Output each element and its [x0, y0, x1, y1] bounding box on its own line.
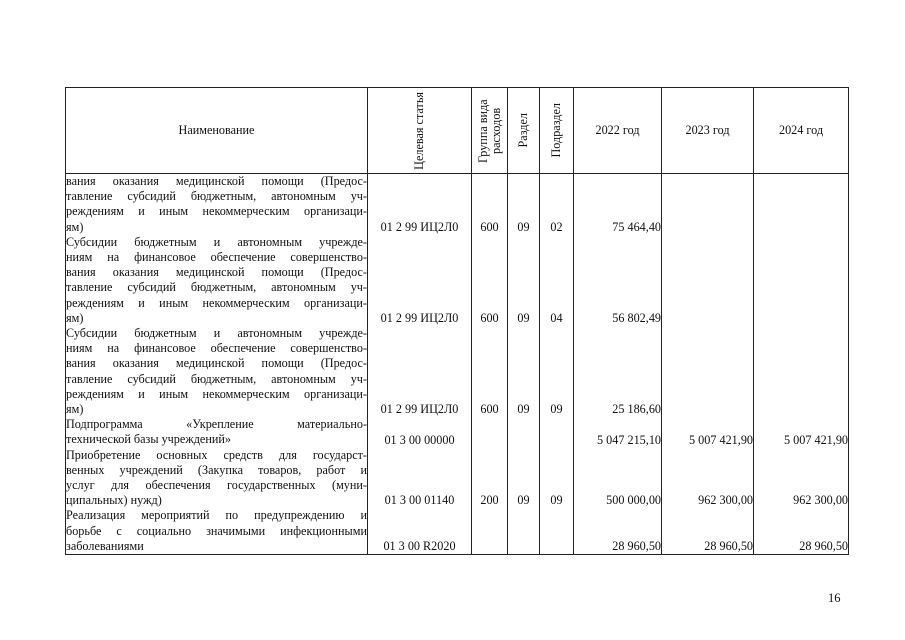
- row-subsection: [540, 508, 574, 554]
- row-amount-2023: 5 007 421,90: [662, 417, 754, 447]
- row-name-line: вания оказания медицинской помощи (Предос-: [66, 174, 367, 188]
- row-subsection: 04: [540, 235, 574, 326]
- page-number: 16: [828, 591, 841, 605]
- row-amount-2024: 28 960,50: [754, 508, 849, 554]
- row-amount-2022: 5 047 215,10: [574, 417, 662, 447]
- row-amount-2024: 5 007 421,90: [754, 417, 849, 447]
- row-name-line: вания оказания медицинской помощи (Предос-: [66, 265, 367, 280]
- row-amount-2024: [754, 326, 849, 417]
- budget-table: [65, 87, 849, 555]
- row-name-line: вания оказания медицинской помощи (Предос-: [66, 356, 367, 371]
- row-name: [66, 326, 368, 417]
- row-name: [66, 235, 368, 326]
- row-subsection: 09: [540, 448, 574, 509]
- row-name-line: тавление субсидий бюджетным, автономным уч-: [66, 371, 367, 386]
- row-section: [508, 508, 540, 554]
- row-amount-2023: [662, 326, 754, 417]
- row-name-line: борьбе с социально значимыми инфекционными: [66, 523, 367, 538]
- table-body: [66, 174, 849, 555]
- row-amount-2022: 500 000,00: [574, 448, 662, 509]
- header-2024: 2024 год: [754, 88, 849, 174]
- row-name-line: ниям на финансовое обеспечение совершенство-: [66, 341, 367, 356]
- row-amount-2022: 28 960,50: [574, 508, 662, 554]
- row-section: 09: [508, 235, 540, 326]
- table-row: [66, 235, 849, 326]
- row-name-line: ципальных) нужд): [66, 493, 162, 508]
- table-row: [66, 326, 849, 417]
- row-name-line: тавление субсидий бюджетным, автономным уч-: [66, 189, 367, 204]
- row-name-line: услуг для обеспечения государственных (муни-: [66, 478, 367, 493]
- table-row: [66, 417, 849, 447]
- row-amount-2022: 56 802,49: [574, 235, 662, 326]
- row-name-line: технической базы учреждений»: [66, 432, 232, 447]
- row-name-line: венных учреждений (Закупка товаров, работ и: [66, 462, 367, 477]
- header-subsection: Подраздел: [540, 88, 574, 174]
- row-expense-group: 600: [472, 326, 508, 417]
- row-amount-2022: 25 186,60: [574, 326, 662, 417]
- row-name-line: ниям на финансовое обеспечение совершенство-: [66, 250, 367, 265]
- table-header: [66, 88, 849, 174]
- row-section: 09: [508, 174, 540, 235]
- row-name-line: реждениям и иным некоммерческим организаци-: [66, 386, 367, 401]
- row-amount-2024: [754, 235, 849, 326]
- row-expense-group: [472, 417, 508, 447]
- row-name: [66, 508, 368, 554]
- row-expense-group: [472, 508, 508, 554]
- header-name: Наименование: [66, 88, 368, 174]
- row-name-line: тавление субсидий бюджетным, автономным уч-: [66, 280, 367, 295]
- header-section: Раздел: [508, 88, 540, 174]
- row-name-line: ям): [66, 310, 84, 325]
- table-row: [66, 174, 849, 235]
- row-name: [66, 417, 368, 447]
- row-expense-group: 200: [472, 448, 508, 509]
- row-target-code: 01 3 00 01140: [368, 448, 472, 509]
- row-subsection: 02: [540, 174, 574, 235]
- header-2022: 2022 год: [574, 88, 662, 174]
- row-subsection: 09: [540, 326, 574, 417]
- row-name-line: реждениям и иным некоммерческим организаци-: [66, 204, 367, 219]
- row-name: [66, 448, 368, 509]
- row-name-line: Реализация мероприятий по предупреждению и: [66, 508, 367, 523]
- row-name: [66, 174, 368, 235]
- row-name-line: Субсидии бюджетным и автономным учрежде-: [66, 326, 367, 341]
- row-name-line: Субсидии бюджетным и автономным учрежде-: [66, 234, 367, 249]
- row-name-line: Подпрограмма «Укрепление материально-: [66, 417, 367, 432]
- row-name-line: ям): [66, 402, 84, 417]
- row-amount-2023: [662, 174, 754, 235]
- row-section: 09: [508, 326, 540, 417]
- table-row: [66, 508, 849, 554]
- row-name-line: реждениям и иным некоммерческим организаци-: [66, 295, 367, 310]
- row-section: 09: [508, 448, 540, 509]
- row-amount-2024: [754, 174, 849, 235]
- row-expense-group: 600: [472, 174, 508, 235]
- row-subsection: [540, 417, 574, 447]
- row-name-line: ям): [66, 219, 84, 234]
- row-name-line: Приобретение основных средств для государст-: [66, 447, 367, 462]
- row-target-code: 01 2 99 ИЦ2Л0: [368, 174, 472, 235]
- row-amount-2023: 28 960,50: [662, 508, 754, 554]
- header-2023: 2023 год: [662, 88, 754, 174]
- table-row: [66, 448, 849, 509]
- row-amount-2023: 962 300,00: [662, 448, 754, 509]
- row-target-code: 01 2 99 ИЦ2Л0: [368, 326, 472, 417]
- row-target-code: 01 2 99 ИЦ2Л0: [368, 235, 472, 326]
- header-group: Группа вида расходов: [472, 88, 508, 174]
- row-amount-2022: 75 464,40: [574, 174, 662, 235]
- row-amount-2024: 962 300,00: [754, 448, 849, 509]
- row-amount-2023: [662, 235, 754, 326]
- row-target-code: 01 3 00 R2020: [368, 508, 472, 554]
- row-section: [508, 417, 540, 447]
- header-target: Целевая статья: [368, 88, 472, 174]
- row-expense-group: 600: [472, 235, 508, 326]
- row-target-code: 01 3 00 00000: [368, 417, 472, 447]
- row-name-line: заболеваниями: [66, 538, 144, 553]
